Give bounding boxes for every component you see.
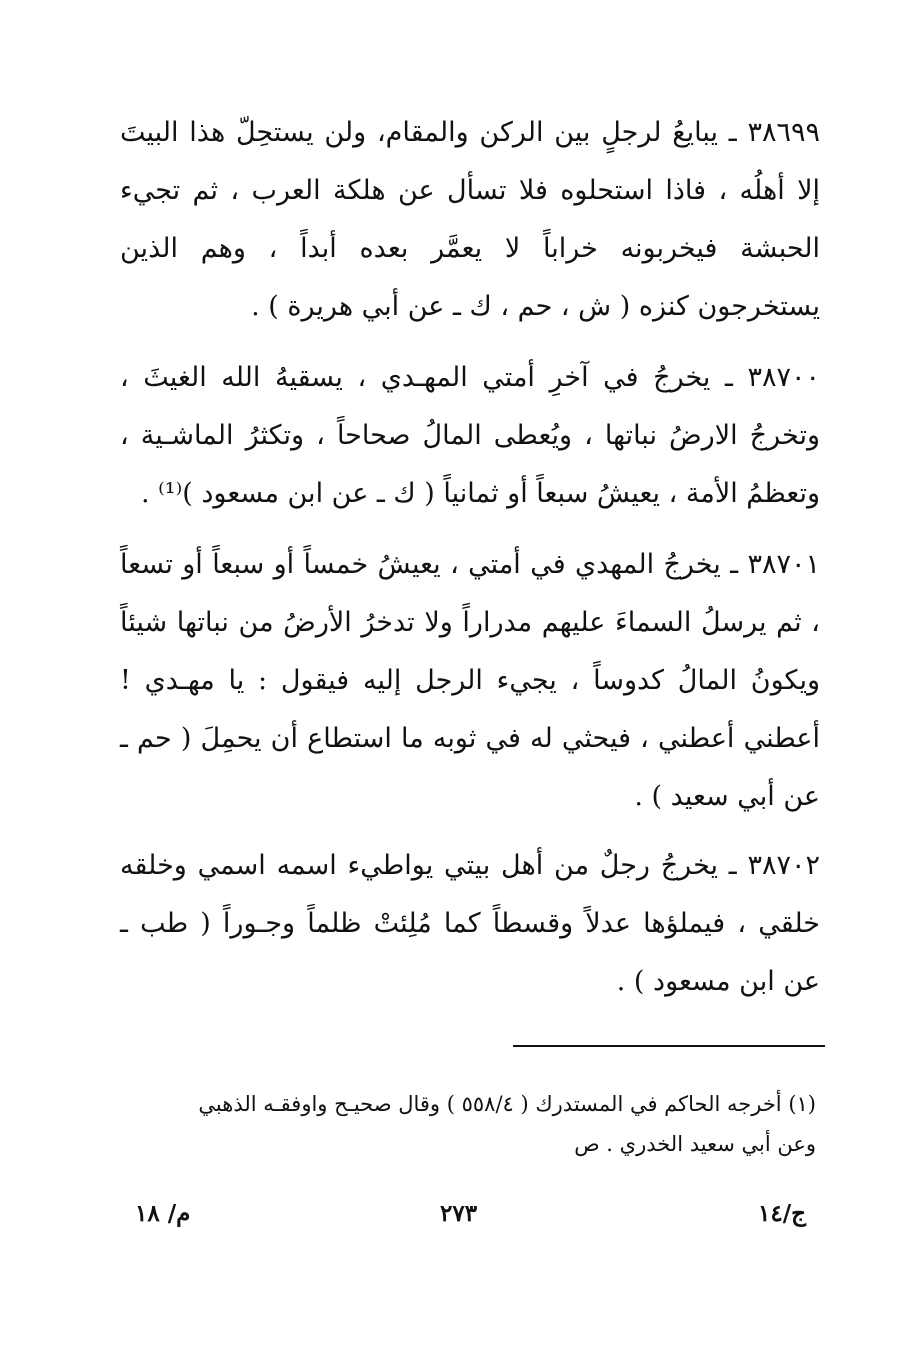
signature-marker: م/ ١٨ [135, 1200, 191, 1227]
hadith-text: ـ يخرجُ رجلٌ من أهل بيتي يواطيء اسمه اسمي وخلقه خلقي ، فيملؤها عدلاً وقسطاً كما مُلِئتْ ظلماً وجـوراً ( طب ـ عن ابن مسعود ) . [120, 850, 820, 997]
hadith-entry [120, 349, 820, 523]
hadith-entry [120, 104, 820, 336]
hadith-text: ـ يخرجُ في آخرِ أمتي المهـدي ، يسقيهُ الله الغيثَ ، وتخرجُ الارضُ نباتها ، ويُعطى المالُ صحاحاً ، وتكثرُ الماشـية ، وتعظمُ الأمة ، يعيشُ سبعاً أو ثمانياً ( ك ـ عن ابن مسعود )⁽¹⁾ . [120, 362, 820, 509]
hadith-number: ٣٨٧٠٠ [747, 362, 820, 393]
hadith-entry [120, 837, 820, 1011]
hadith-number: ٣٨٧٠٢ [747, 850, 820, 881]
hadith-number: ٣٨٧٠١ [747, 549, 820, 580]
hadith-text: ـ يخرجُ المهدي في أمتي ، يعيشُ خمساً أو سبعاً أو تسعاً ، ثم يرسلُ السماءَ عليهم مدراراً ولا تدخرُ الأرضُ من نباتها شيئاً ويكونُ المالُ كدوساً ، يجيء الرجل إليه فيقول : يا مهـدي ! أعطني أعطني ، فيحثي له في ثوبه ما استطاع أن يحمِلَ ( حم ـ عن أبي سعيد ) . [120, 549, 820, 812]
page-number: ٢٧٣ [440, 1200, 478, 1227]
footnote-divider [513, 1045, 825, 1047]
footnote-line: وعن أبي سعيد الخدري . ص [574, 1132, 816, 1156]
hadith-text: ـ يبايعُ لرجلٍ بين الركن والمقام، ولن يستحِلّ هذا البيتَ إلا أهلُه ، فاذا استحلوه فلا تسأل عن هلكة العرب ، ثم تجيء الحبشة فيخربونه خراباً لا يعمَّر بعده أبداً ، وهم الذين يستخرجون كنزه ( ش ، حم ، ك ـ عن أبي هريرة ) . [120, 117, 820, 322]
hadith-entry [120, 536, 820, 826]
footnote [110, 1084, 816, 1164]
volume-marker: ج/١٤ [758, 1200, 806, 1227]
page-footer [0, 1200, 922, 1240]
footnote-line: (١) أخرجه الحاكم في المستدرك ( ٥٥٨/٤ ) وقال صحيـح واوفقـه الذهبي [198, 1092, 816, 1116]
hadith-number: ٣٨٦٩٩ [747, 117, 820, 148]
